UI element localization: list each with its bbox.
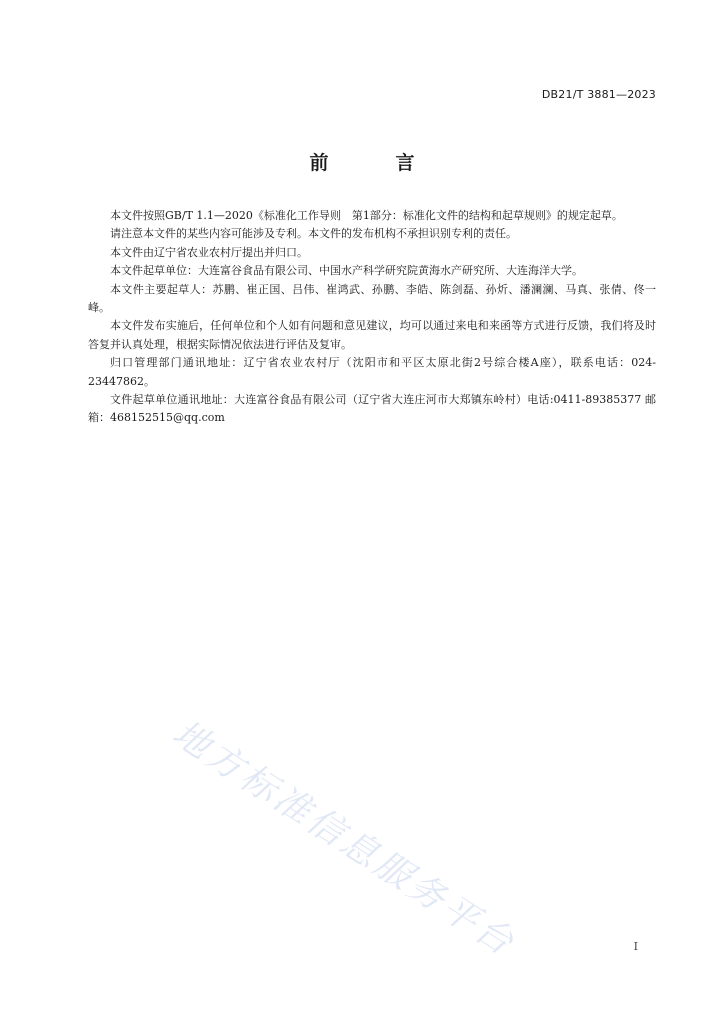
paragraph-drafter-address: 文件起草单位通讯地址：大连富谷食品有限公司（辽宁省大连庄河市大郑镇东岭村）电话:0411-89385377 邮箱：468152515@qq.com: [88, 393, 656, 425]
paragraph-feedback: 本文件发布实施后，任何单位和个人如有问题和意见建议，均可以通过来电和来函等方式进行反馈，我们将及时答复并认真处理，根据实际情况依法进行评估及复审。: [88, 319, 656, 351]
paragraph-drafting-units: 本文件起草单位：大连富谷食品有限公司、中国水产科学研究院黄海水产研究所、大连海洋大学。: [110, 264, 583, 278]
paragraph-proposer: 本文件由辽宁省农业农村厅提出并归口。: [110, 245, 308, 259]
watermark: 地方标准信息服务平台: [165, 712, 524, 966]
paragraph-authority-address: 归口管理部门通讯地址：辽宁省农业农村厅（沈阳市和平区太原北街2号综合楼A座），联系电话：024-23447862。: [88, 356, 656, 388]
standard-code: DB21/T 3881—2023: [541, 88, 656, 101]
paragraph-drafters: 本文件主要起草人：苏鹏、崔正国、吕伟、崔鸿武、孙鹏、李皓、陈剑磊、孙炘、潘澜澜、马真、张倩、佟一峰。: [88, 282, 656, 315]
paragraph-patent-notice: 请注意本文件的某些内容可能涉及专利。本文件的发布机构不承担识别专利的责任。: [110, 227, 517, 241]
page-title: 前 言: [309, 152, 439, 174]
page-number: I: [633, 940, 638, 953]
foreword-body: [88, 207, 656, 428]
paragraph-drafting-rules: 本文件按照GB/T 1.1—2020《标准化工作导则 第1部分：标准化文件的结构和起草规则》的规定起草。: [110, 209, 623, 222]
